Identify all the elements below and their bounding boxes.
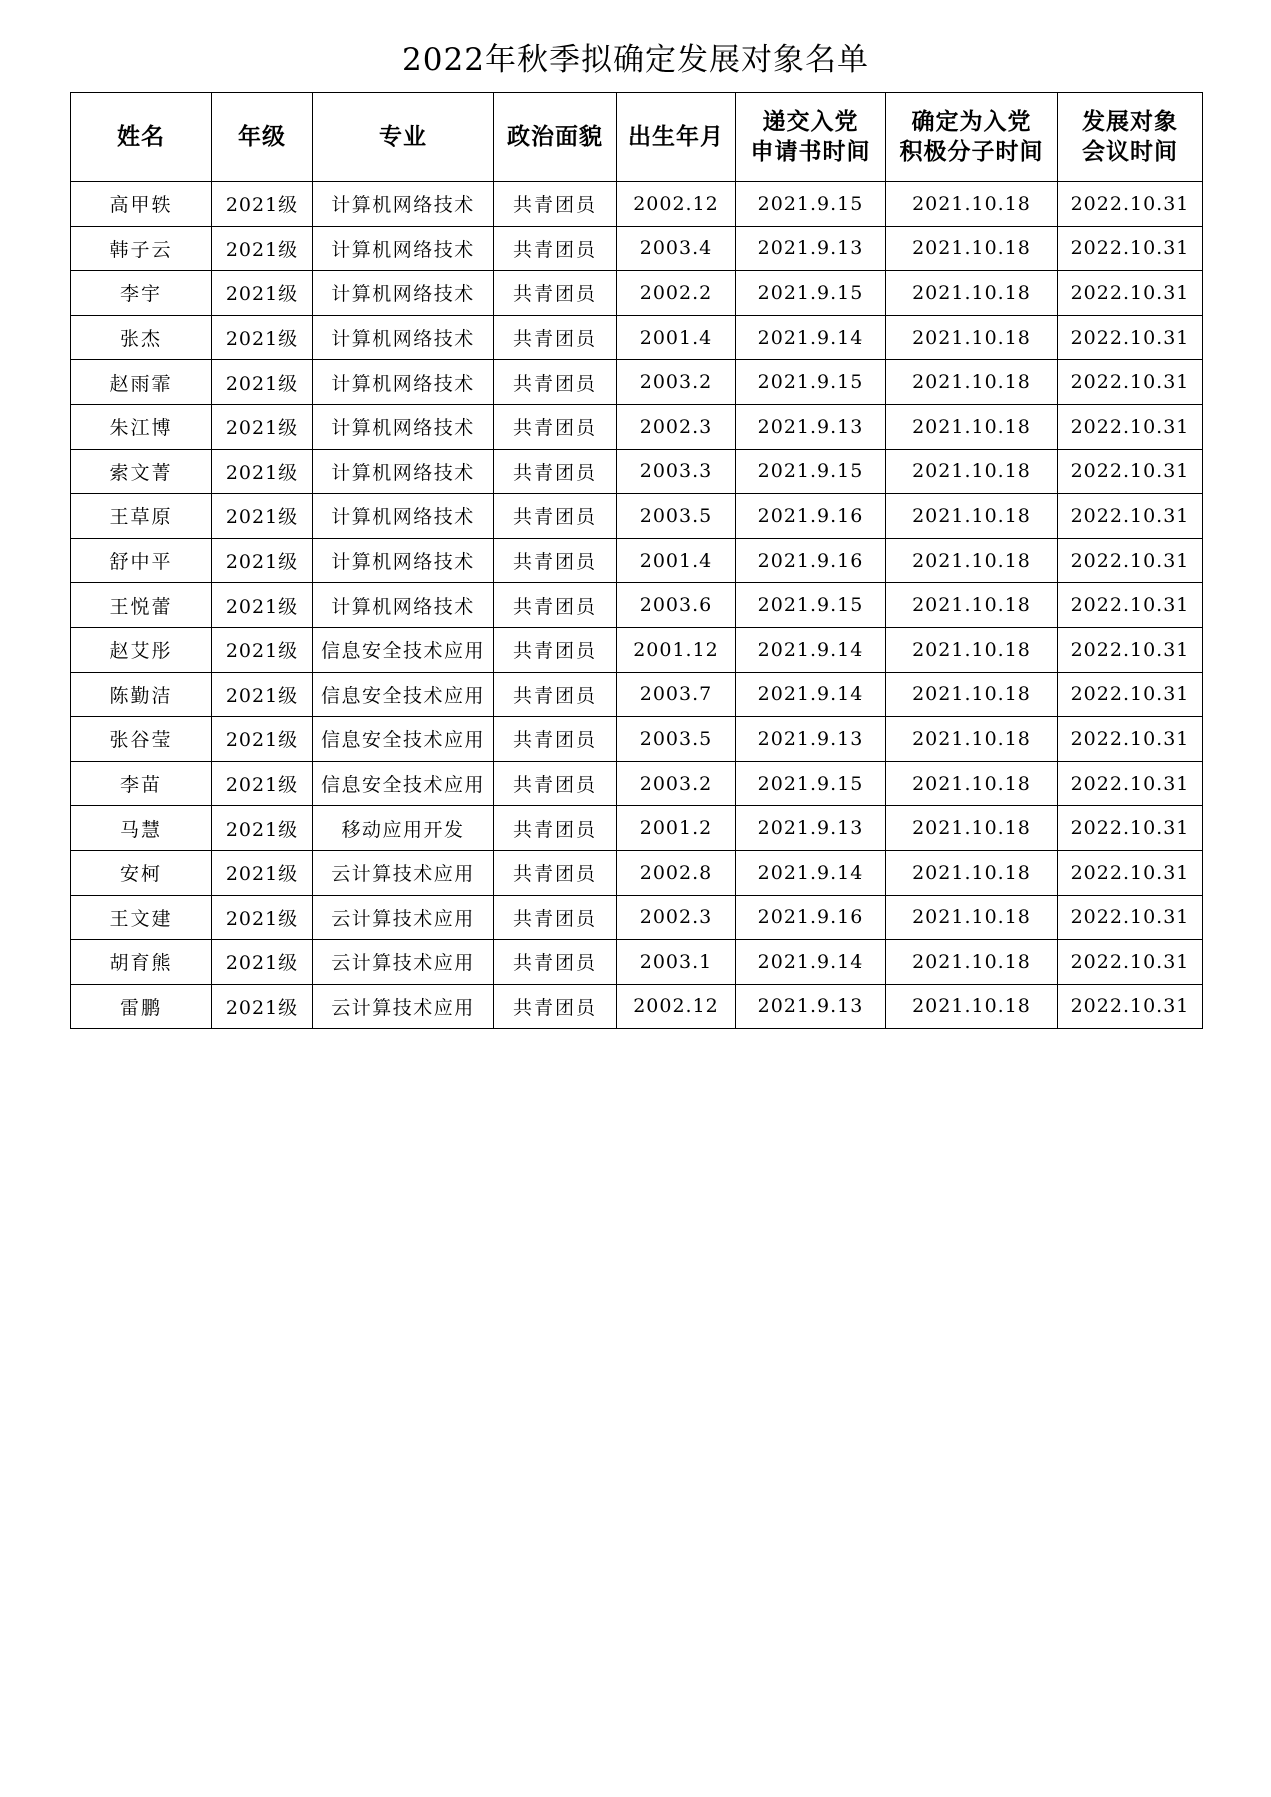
cell-grade: 2021级 — [212, 315, 313, 360]
cell-birth-date: 2003.2 — [617, 761, 736, 806]
cell-name: 李宇 — [71, 271, 212, 316]
cell-grade: 2021级 — [212, 360, 313, 405]
cell-major: 计算机网络技术 — [313, 360, 494, 405]
header-activist-line-2: 积极分子时间 — [899, 139, 1044, 165]
cell-major: 计算机网络技术 — [313, 494, 494, 539]
cell-grade: 2021级 — [212, 761, 313, 806]
cell-application-date: 2021.9.14 — [736, 315, 886, 360]
cell-birth-date: 2003.7 — [617, 672, 736, 717]
cell-meeting-date: 2022.10.31 — [1058, 182, 1203, 227]
header-political-status: 政治面貌 — [494, 93, 617, 182]
cell-grade: 2021级 — [212, 672, 313, 717]
cell-meeting-date: 2022.10.31 — [1058, 895, 1203, 940]
cell-birth-date: 2002.8 — [617, 850, 736, 895]
cell-activist-date: 2021.10.18 — [886, 806, 1058, 851]
cell-political-status: 共青团员 — [494, 182, 617, 227]
cell-political-status: 共青团员 — [494, 271, 617, 316]
cell-grade: 2021级 — [212, 404, 313, 449]
table-header — [71, 93, 1203, 182]
page-title: 2022年秋季拟确定发展对象名单 — [402, 42, 869, 78]
header-application-date — [736, 93, 886, 182]
cell-birth-date: 2003.2 — [617, 360, 736, 405]
cell-name: 赵艾彤 — [71, 627, 212, 672]
cell-activist-date: 2021.10.18 — [886, 494, 1058, 539]
cell-meeting-date: 2022.10.31 — [1058, 627, 1203, 672]
table-row — [71, 538, 1203, 583]
cell-application-date: 2021.9.16 — [736, 538, 886, 583]
cell-grade: 2021级 — [212, 449, 313, 494]
cell-major: 计算机网络技术 — [313, 583, 494, 628]
cell-name: 陈勤洁 — [71, 672, 212, 717]
cell-meeting-date: 2022.10.31 — [1058, 226, 1203, 271]
cell-grade: 2021级 — [212, 806, 313, 851]
cell-name: 王文建 — [71, 895, 212, 940]
cell-application-date: 2021.9.15 — [736, 271, 886, 316]
cell-meeting-date: 2022.10.31 — [1058, 271, 1203, 316]
table-row — [71, 672, 1203, 717]
header-application-line-1: 递交入党 — [762, 109, 859, 135]
cell-meeting-date: 2022.10.31 — [1058, 761, 1203, 806]
cell-activist-date: 2021.10.18 — [886, 449, 1058, 494]
cell-political-status: 共青团员 — [494, 449, 617, 494]
cell-birth-date: 2001.4 — [617, 538, 736, 583]
cell-birth-date: 2002.3 — [617, 404, 736, 449]
table-row — [71, 226, 1203, 271]
header-meeting-line-1: 发展对象 — [1082, 109, 1178, 135]
cell-activist-date: 2021.10.18 — [886, 315, 1058, 360]
cell-political-status: 共青团员 — [494, 984, 617, 1029]
cell-political-status: 共青团员 — [494, 627, 617, 672]
header-grade: 年级 — [212, 93, 313, 182]
cell-activist-date: 2021.10.18 — [886, 717, 1058, 762]
cell-birth-date: 2002.12 — [617, 182, 736, 227]
cell-major: 计算机网络技术 — [313, 271, 494, 316]
cell-political-status: 共青团员 — [494, 672, 617, 717]
cell-meeting-date: 2022.10.31 — [1058, 449, 1203, 494]
candidate-table — [70, 92, 1203, 1029]
table-row — [71, 583, 1203, 628]
cell-political-status: 共青团员 — [494, 717, 617, 762]
cell-name: 舒中平 — [71, 538, 212, 583]
cell-birth-date: 2003.6 — [617, 583, 736, 628]
cell-name: 赵雨霏 — [71, 360, 212, 405]
cell-name: 雷鹏 — [71, 984, 212, 1029]
table-row — [71, 895, 1203, 940]
cell-birth-date: 2003.4 — [617, 226, 736, 271]
cell-name: 张谷莹 — [71, 717, 212, 762]
cell-application-date: 2021.9.16 — [736, 895, 886, 940]
table-row — [71, 806, 1203, 851]
cell-birth-date: 2002.12 — [617, 984, 736, 1029]
cell-birth-date: 2001.4 — [617, 315, 736, 360]
cell-activist-date: 2021.10.18 — [886, 895, 1058, 940]
cell-name: 韩子云 — [71, 226, 212, 271]
cell-grade: 2021级 — [212, 895, 313, 940]
header-row — [71, 93, 1203, 182]
header-activist-line-1: 确定为入党 — [911, 109, 1032, 135]
cell-birth-date: 2003.3 — [617, 449, 736, 494]
cell-activist-date: 2021.10.18 — [886, 271, 1058, 316]
cell-activist-date: 2021.10.18 — [886, 182, 1058, 227]
cell-activist-date: 2021.10.18 — [886, 761, 1058, 806]
cell-major: 计算机网络技术 — [313, 404, 494, 449]
cell-application-date: 2021.9.15 — [736, 761, 886, 806]
cell-major: 信息安全技术应用 — [313, 717, 494, 762]
header-meeting-date — [1058, 93, 1203, 182]
cell-birth-date: 2003.1 — [617, 940, 736, 985]
cell-name: 王草原 — [71, 494, 212, 539]
cell-application-date: 2021.9.13 — [736, 717, 886, 762]
cell-application-date: 2021.9.15 — [736, 182, 886, 227]
cell-name: 王悦蕾 — [71, 583, 212, 628]
header-meeting-line-2: 会议时间 — [1082, 139, 1178, 165]
cell-political-status: 共青团员 — [494, 538, 617, 583]
cell-major: 计算机网络技术 — [313, 315, 494, 360]
table-row — [71, 850, 1203, 895]
cell-political-status: 共青团员 — [494, 940, 617, 985]
cell-grade: 2021级 — [212, 538, 313, 583]
table-row — [71, 761, 1203, 806]
cell-meeting-date: 2022.10.31 — [1058, 672, 1203, 717]
cell-political-status: 共青团员 — [494, 404, 617, 449]
cell-grade: 2021级 — [212, 182, 313, 227]
cell-grade: 2021级 — [212, 226, 313, 271]
cell-name: 张杰 — [71, 315, 212, 360]
cell-application-date: 2021.9.14 — [736, 627, 886, 672]
cell-activist-date: 2021.10.18 — [886, 538, 1058, 583]
cell-name: 索文菁 — [71, 449, 212, 494]
table-row — [71, 449, 1203, 494]
header-activist-date — [886, 93, 1058, 182]
cell-application-date: 2021.9.15 — [736, 360, 886, 405]
cell-meeting-date: 2022.10.31 — [1058, 806, 1203, 851]
cell-major: 计算机网络技术 — [313, 182, 494, 227]
cell-birth-date: 2003.5 — [617, 717, 736, 762]
table-row — [71, 627, 1203, 672]
cell-major: 计算机网络技术 — [313, 449, 494, 494]
cell-application-date: 2021.9.15 — [736, 583, 886, 628]
cell-grade: 2021级 — [212, 850, 313, 895]
cell-application-date: 2021.9.16 — [736, 494, 886, 539]
cell-meeting-date: 2022.10.31 — [1058, 717, 1203, 762]
cell-birth-date: 2001.2 — [617, 806, 736, 851]
cell-application-date: 2021.9.13 — [736, 226, 886, 271]
cell-birth-date: 2001.12 — [617, 627, 736, 672]
cell-name: 高甲轶 — [71, 182, 212, 227]
table-row — [71, 717, 1203, 762]
table-row — [71, 315, 1203, 360]
cell-activist-date: 2021.10.18 — [886, 627, 1058, 672]
cell-activist-date: 2021.10.18 — [886, 404, 1058, 449]
cell-political-status: 共青团员 — [494, 494, 617, 539]
header-application-line-2: 申请书时间 — [750, 139, 871, 165]
cell-birth-date: 2002.3 — [617, 895, 736, 940]
cell-name: 胡育熊 — [71, 940, 212, 985]
cell-political-status: 共青团员 — [494, 583, 617, 628]
header-birth-date: 出生年月 — [617, 93, 736, 182]
cell-name: 朱江博 — [71, 404, 212, 449]
table-body — [71, 182, 1203, 1029]
cell-activist-date: 2021.10.18 — [886, 672, 1058, 717]
cell-application-date: 2021.9.14 — [736, 850, 886, 895]
cell-application-date: 2021.9.13 — [736, 806, 886, 851]
table-row — [71, 494, 1203, 539]
cell-major: 云计算技术应用 — [313, 984, 494, 1029]
cell-major: 信息安全技术应用 — [313, 672, 494, 717]
cell-activist-date: 2021.10.18 — [886, 984, 1058, 1029]
cell-major: 信息安全技术应用 — [313, 761, 494, 806]
cell-meeting-date: 2022.10.31 — [1058, 984, 1203, 1029]
cell-major: 移动应用开发 — [313, 806, 494, 851]
table-row — [71, 404, 1203, 449]
cell-major: 计算机网络技术 — [313, 538, 494, 583]
cell-major: 云计算技术应用 — [313, 895, 494, 940]
cell-application-date: 2021.9.13 — [736, 984, 886, 1029]
cell-meeting-date: 2022.10.31 — [1058, 404, 1203, 449]
cell-activist-date: 2021.10.18 — [886, 583, 1058, 628]
table-row — [71, 360, 1203, 405]
cell-political-status: 共青团员 — [494, 360, 617, 405]
cell-major: 云计算技术应用 — [313, 940, 494, 985]
cell-grade: 2021级 — [212, 494, 313, 539]
cell-meeting-date: 2022.10.31 — [1058, 538, 1203, 583]
cell-political-status: 共青团员 — [494, 850, 617, 895]
cell-meeting-date: 2022.10.31 — [1058, 850, 1203, 895]
cell-major: 云计算技术应用 — [313, 850, 494, 895]
cell-birth-date: 2002.2 — [617, 271, 736, 316]
cell-application-date: 2021.9.14 — [736, 940, 886, 985]
cell-application-date: 2021.9.13 — [736, 404, 886, 449]
cell-name: 安柯 — [71, 850, 212, 895]
cell-grade: 2021级 — [212, 271, 313, 316]
cell-activist-date: 2021.10.18 — [886, 226, 1058, 271]
cell-major: 计算机网络技术 — [313, 226, 494, 271]
table-row — [71, 940, 1203, 985]
cell-activist-date: 2021.10.18 — [886, 360, 1058, 405]
cell-meeting-date: 2022.10.31 — [1058, 940, 1203, 985]
cell-major: 信息安全技术应用 — [313, 627, 494, 672]
cell-political-status: 共青团员 — [494, 761, 617, 806]
cell-meeting-date: 2022.10.31 — [1058, 360, 1203, 405]
cell-political-status: 共青团员 — [494, 895, 617, 940]
cell-grade: 2021级 — [212, 940, 313, 985]
cell-meeting-date: 2022.10.31 — [1058, 315, 1203, 360]
cell-grade: 2021级 — [212, 627, 313, 672]
cell-grade: 2021级 — [212, 717, 313, 762]
cell-meeting-date: 2022.10.31 — [1058, 494, 1203, 539]
cell-activist-date: 2021.10.18 — [886, 850, 1058, 895]
cell-application-date: 2021.9.14 — [736, 672, 886, 717]
header-name: 姓名 — [71, 93, 212, 182]
table-row — [71, 182, 1203, 227]
cell-name: 马慧 — [71, 806, 212, 851]
cell-political-status: 共青团员 — [494, 315, 617, 360]
table-row — [71, 984, 1203, 1029]
cell-activist-date: 2021.10.18 — [886, 940, 1058, 985]
cell-birth-date: 2003.5 — [617, 494, 736, 539]
cell-application-date: 2021.9.15 — [736, 449, 886, 494]
cell-name: 李苗 — [71, 761, 212, 806]
cell-political-status: 共青团员 — [494, 806, 617, 851]
cell-grade: 2021级 — [212, 984, 313, 1029]
header-major: 专业 — [313, 93, 494, 182]
cell-political-status: 共青团员 — [494, 226, 617, 271]
cell-meeting-date: 2022.10.31 — [1058, 583, 1203, 628]
table-row — [71, 271, 1203, 316]
cell-grade: 2021级 — [212, 583, 313, 628]
